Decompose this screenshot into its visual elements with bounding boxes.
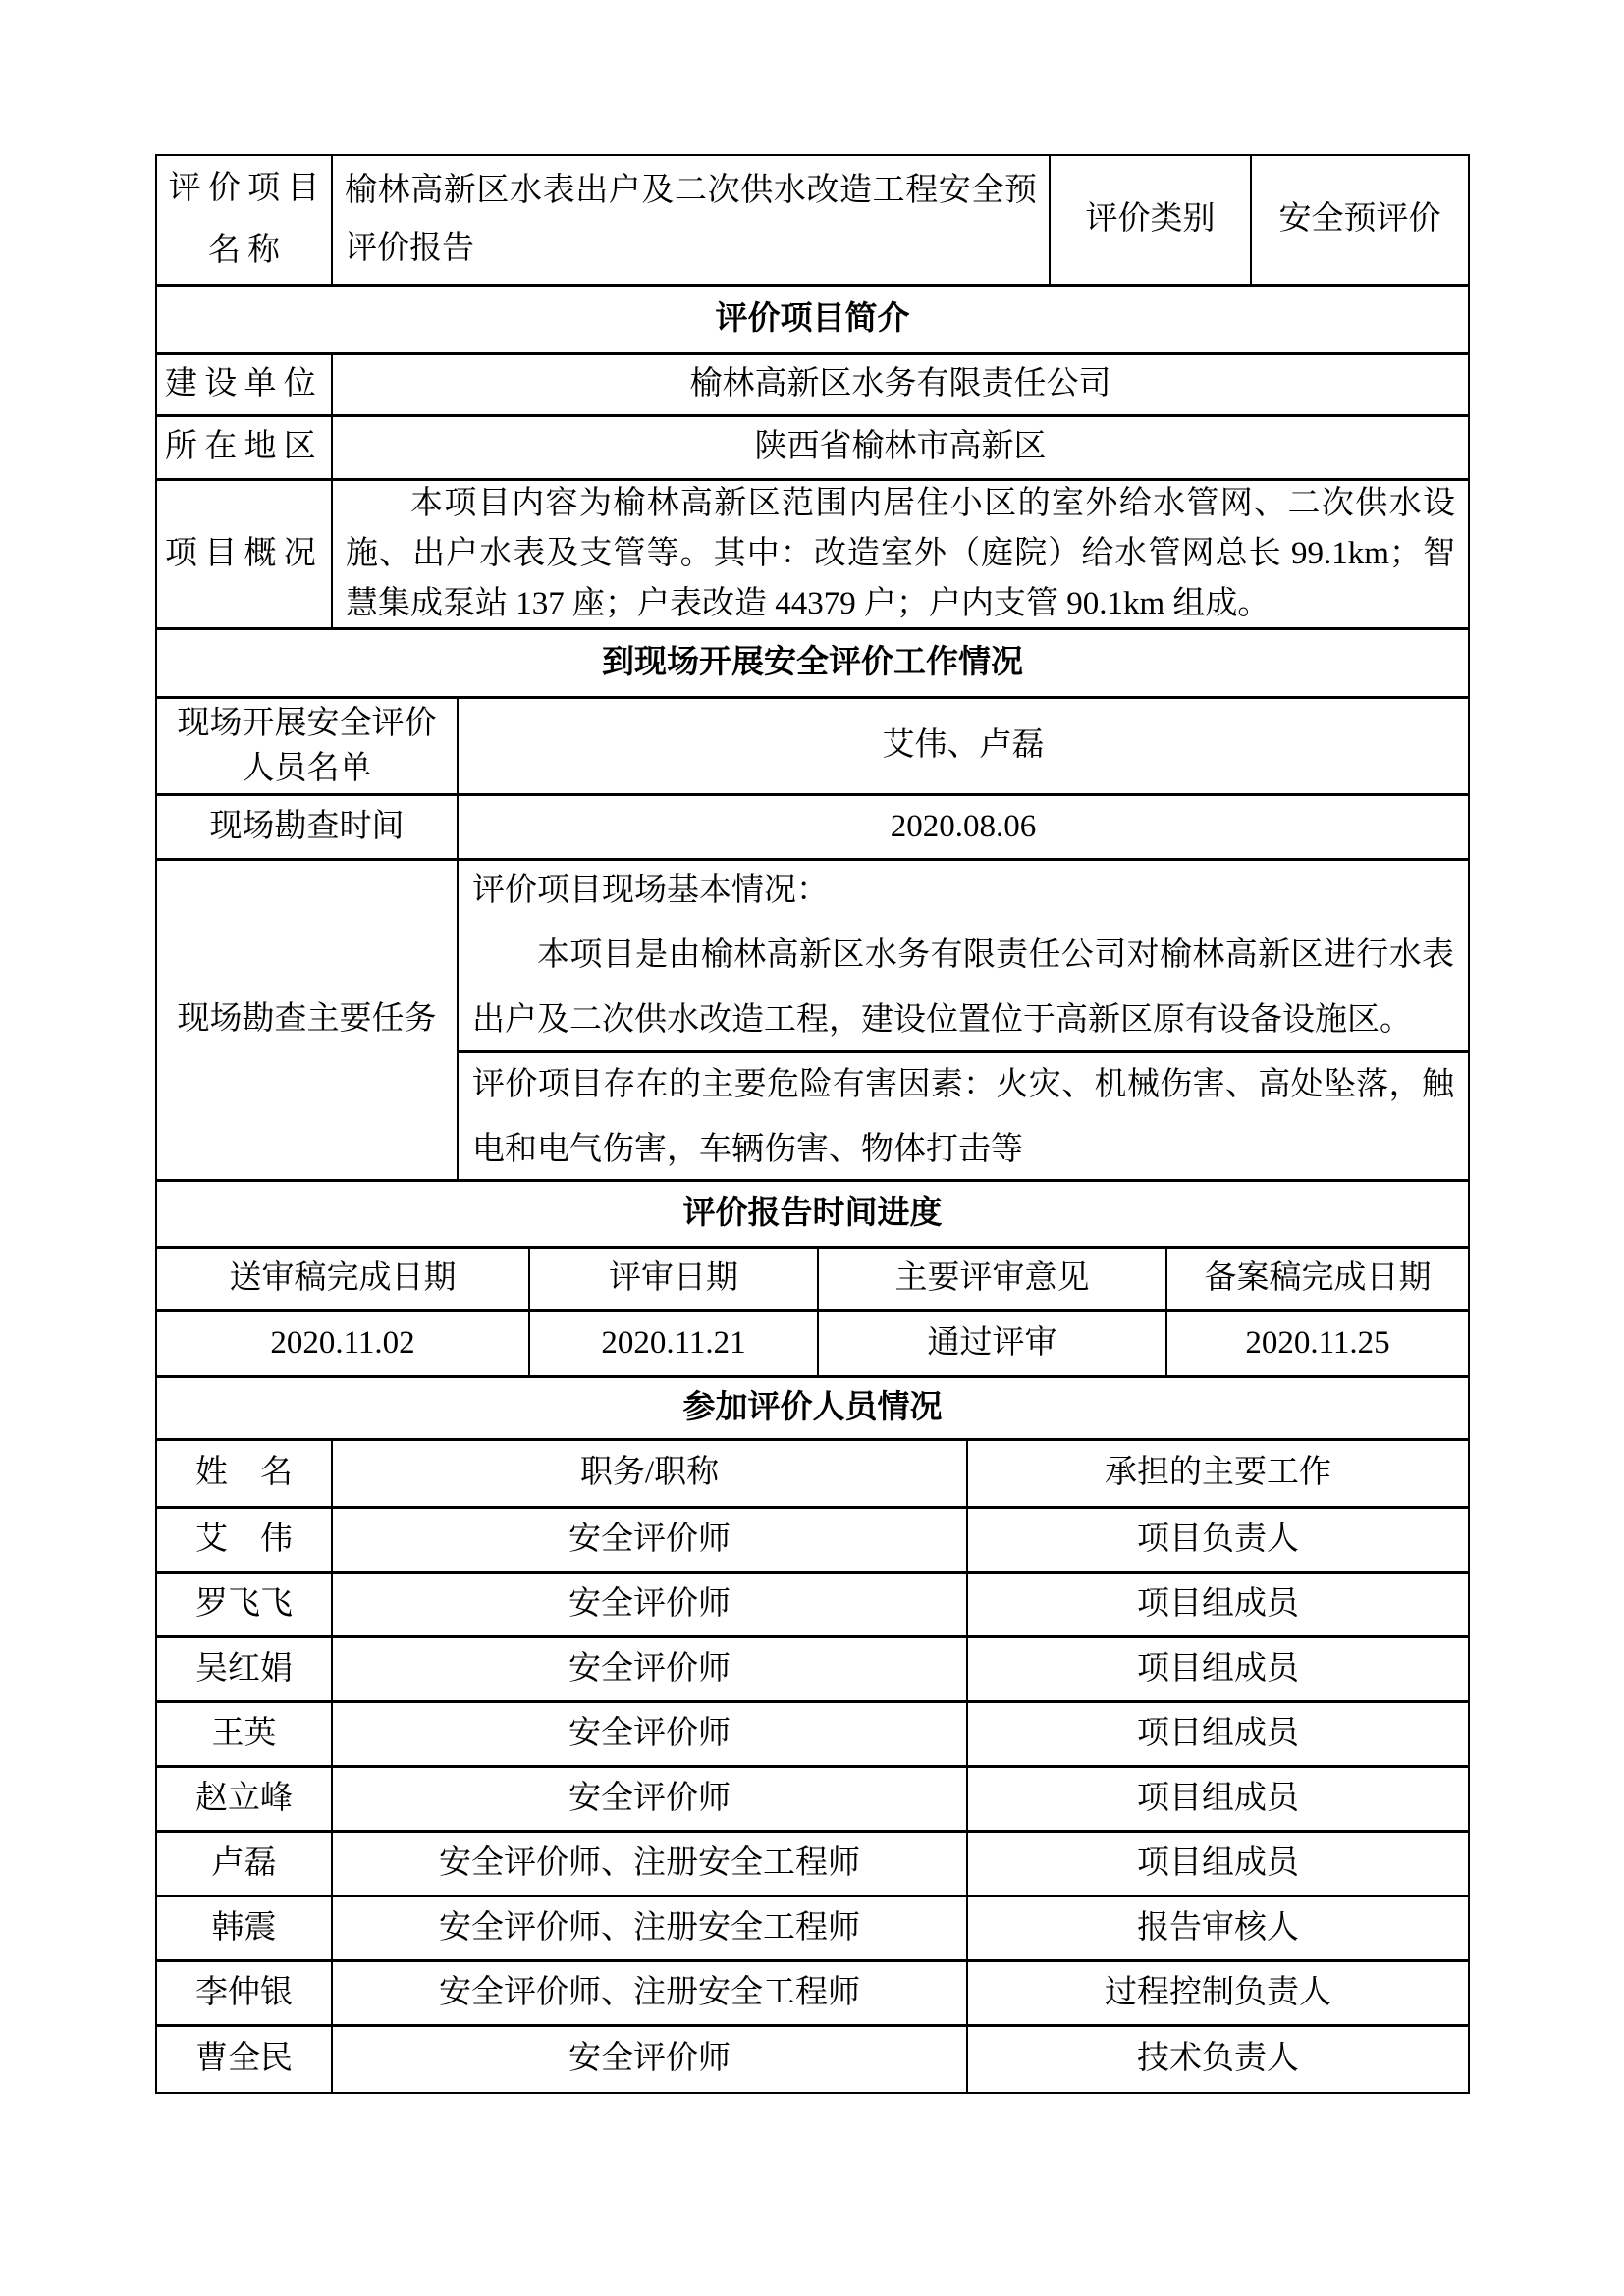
schedule-value-opinion: 通过评审 (819, 1312, 1167, 1375)
table-row-person-3 (157, 1703, 1468, 1768)
survey-time-label: 现场勘查时间 (157, 796, 459, 858)
person-title: 安全评价师 (333, 1509, 968, 1571)
section-people-header-row (157, 1378, 1468, 1441)
table-row-person-7 (157, 1962, 1468, 2027)
site-staff-label-line2: 人员名单 (242, 751, 372, 786)
survey-task-basic-title: 评价项目现场基本情况： (472, 872, 829, 908)
person-title: 安全评价师 (333, 2027, 968, 2092)
location-label: 所在地区 (157, 417, 333, 478)
person-work: 项目组成员 (1137, 1844, 1299, 1881)
schedule-header-row (157, 1249, 1468, 1312)
table-row-person-4 (157, 1768, 1468, 1833)
people-header-title: 职务/职称 (333, 1441, 968, 1506)
project-name-label-line1: 评价项目 (168, 171, 327, 207)
table-row-person-8 (157, 2027, 1468, 2092)
section-site-title: 到现场开展安全评价工作情况 (602, 644, 1023, 680)
section-schedule-title: 评价报告时间进度 (682, 1195, 943, 1231)
person-title: 安全评价师 (333, 1768, 968, 1830)
survey-task-label: 现场勘查主要任务 (157, 861, 459, 1179)
table-row-person-5 (157, 1833, 1468, 1897)
person-name: 韩震 (157, 1897, 333, 1959)
survey-task-content (459, 861, 1468, 1179)
person-work: 项目组成员 (1137, 1650, 1299, 1686)
people-header-work: 承担的主要工作 (1105, 1455, 1331, 1491)
table-row-person-1 (157, 1574, 1468, 1638)
schedule-value-record: 2020.11.25 (1245, 1325, 1390, 1362)
person-title: 安全评价师、注册安全工程师 (333, 1897, 968, 1959)
location-row (157, 417, 1468, 481)
builder-label: 建设单位 (157, 355, 333, 414)
builder-value: 榆林高新区水务有限责任公司 (689, 366, 1111, 402)
person-work: 项目组成员 (1137, 1715, 1299, 1751)
table-row-person-6 (157, 1897, 1468, 1962)
person-work: 项目组成员 (1137, 1780, 1299, 1816)
schedule-value-review-date: 2020.11.21 (530, 1312, 819, 1375)
schedule-header-draft: 送审稿完成日期 (157, 1249, 530, 1309)
schedule-header-record: 备案稿完成日期 (1204, 1260, 1432, 1297)
category-value: 安全预评价 (1278, 201, 1441, 238)
category-label: 评价类别 (1051, 156, 1252, 284)
project-name-label (157, 156, 333, 284)
survey-task-basic-body: 本项目是由榆林高新区水务有限责任公司对榆林高新区进行水表出户及二次供水改造工程，建设位置位于高新区原有设备设施区。 (472, 936, 1454, 1038)
schedule-header-review-date: 评审日期 (530, 1249, 819, 1309)
person-title: 安全评价师、注册安全工程师 (333, 1962, 968, 2024)
person-name: 卢磊 (157, 1833, 333, 1895)
schedule-header-opinion: 主要评审意见 (819, 1249, 1167, 1309)
person-name: 赵立峰 (157, 1768, 333, 1830)
person-title: 安全评价师 (333, 1703, 968, 1765)
person-title: 安全评价师 (333, 1638, 968, 1700)
table-row-person-2 (157, 1638, 1468, 1703)
site-staff-row (157, 699, 1468, 796)
site-staff-label-line1: 现场开展安全评价 (177, 705, 437, 741)
person-work: 项目负责人 (1137, 1521, 1299, 1557)
survey-time-value: 2020.08.06 (890, 808, 1037, 844)
person-name: 艾 伟 (157, 1509, 333, 1571)
schedule-value-draft: 2020.11.02 (157, 1312, 530, 1375)
schedule-value-row (157, 1312, 1468, 1378)
person-name: 罗飞飞 (157, 1574, 333, 1635)
evaluation-summary-table (155, 154, 1470, 2094)
site-staff-label (157, 699, 459, 793)
people-header-row (157, 1441, 1468, 1509)
section-intro-title: 评价项目简介 (715, 300, 910, 337)
table-row-person-0 (157, 1509, 1468, 1574)
survey-task-hazards-cell (459, 1053, 1468, 1180)
person-work: 项目组成员 (1137, 1585, 1299, 1622)
project-name-label-line2: 名称 (207, 233, 288, 268)
site-staff-value: 艾伟、卢磊 (882, 727, 1045, 764)
person-work: 过程控制负责人 (1105, 1974, 1331, 2010)
overview-text: 本项目内容为榆林高新区范围内居住小区的室外给水管网、二次供水设施、出户水表及支管等。其中：改造室外（庭院）给水管网总长 99.1km；智慧集成泵站 137 座；户表改造 44379 户；户内支管 90.1km 组成。 (346, 485, 1455, 622)
person-name: 王英 (157, 1703, 333, 1765)
section-schedule-header-row (157, 1182, 1468, 1249)
project-name-value-cell (333, 156, 1051, 284)
person-title: 安全评价师、注册安全工程师 (333, 1833, 968, 1895)
builder-row (157, 355, 1468, 417)
survey-task-hazards: 评价项目存在的主要危险有害因素：火灾、机械伤害、高处坠落，触电和电气伤害，车辆伤害、物体打击等 (472, 1066, 1454, 1167)
section-site-header-row (157, 630, 1468, 699)
location-value: 陕西省榆林市高新区 (754, 429, 1047, 465)
survey-time-row (157, 796, 1468, 861)
overview-label: 项目概况 (157, 481, 333, 627)
project-name-row (157, 156, 1468, 287)
overview-row (157, 481, 1468, 630)
overview-value-cell (333, 481, 1468, 627)
person-name: 吴红娟 (157, 1638, 333, 1700)
project-name-value: 榆林高新区水表出户及二次供水改造工程安全预评价报告 (345, 172, 1037, 266)
survey-task-row (157, 861, 1468, 1182)
people-header-name: 姓 名 (157, 1441, 333, 1506)
person-title: 安全评价师 (333, 1574, 968, 1635)
section-intro-header-row (157, 287, 1468, 355)
person-work: 技术负责人 (1137, 2041, 1299, 2077)
section-people-title: 参加评价人员情况 (682, 1389, 943, 1425)
person-work: 报告审核人 (1137, 1909, 1299, 1946)
survey-task-basic-cell (459, 861, 1468, 1053)
person-name: 曹全民 (157, 2027, 333, 2092)
person-name: 李仲银 (157, 1962, 333, 2024)
